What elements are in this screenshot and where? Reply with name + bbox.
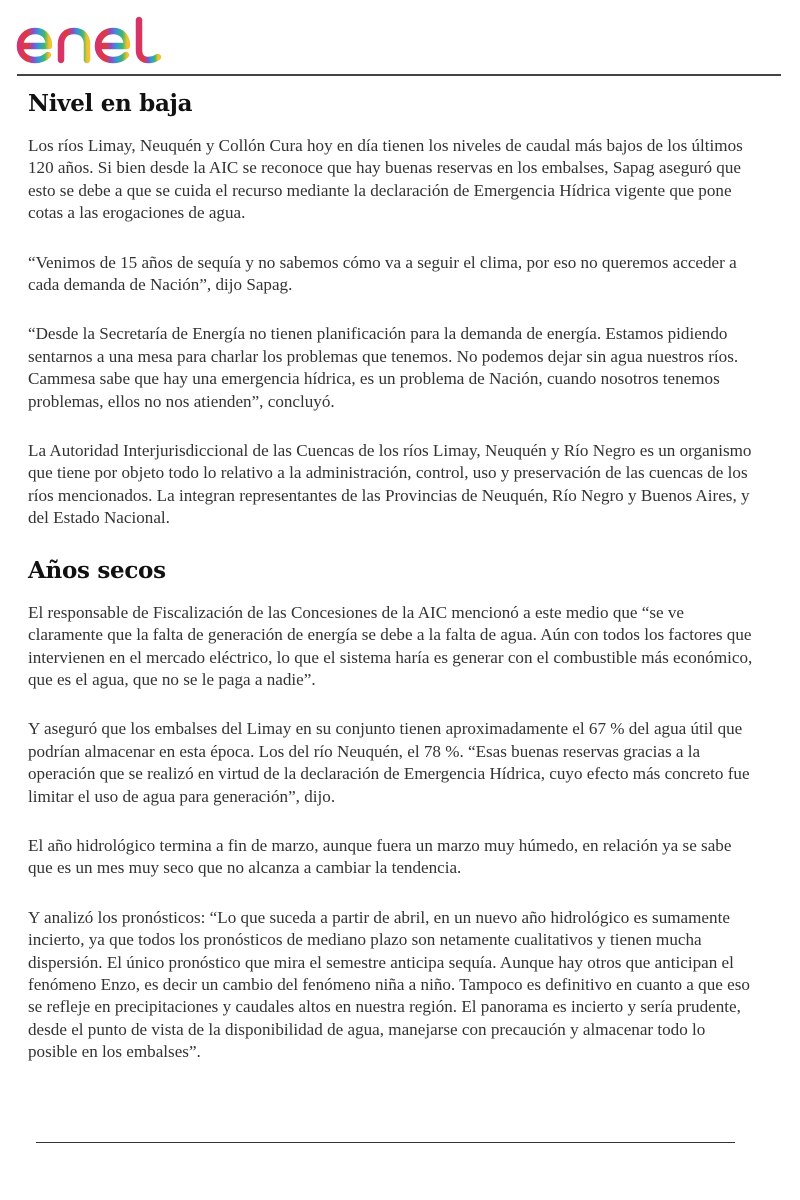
- paragraph: Y analizó los pronósticos: “Lo que suceda a partir de abril, en un nuevo año hidrológico es sumamente incierto, ya que todos los pronósticos de mediano plazo son netamente cualitativos y tienen mucha dispersión. El único pronóstico que mira el semestre anticipa sequía. Aunque hay otros que anticipan el fenómeno Enzo, es decir un cambio del fenómeno niña a niño. Tampoco es definitivo en cuanto a que eso se refleje en precipitaciones y caudales altos en nuestra región. El panorama es incierto y sería prudente, desde el punto de vista de la disponibilidad de agua, manejarse con precaución y almacenar todo lo posible en los embalses”.: [28, 907, 750, 1062]
- paragraph: “Desde la Secretaría de Energía no tienen planificación para la demanda de energía. Estamos pidiendo sentarnos a una mesa para charlar los problemas que tenemos. No podemos dejar sin agua nuestros ríos. Cammesa sabe que hay una emergencia hídrica, es un problema de Nación, cuando nosotros tenemos problemas, ellos no nos atienden”, concluyó.: [28, 324, 739, 411]
- footer-divider: [36, 1142, 735, 1143]
- section-heading: Años secos: [28, 556, 166, 584]
- article-body: [28, 90, 758, 1091]
- page-header: [0, 0, 800, 76]
- paragraph: Los ríos Limay, Neuquén y Collón Cura hoy en día tienen los niveles de caudal más bajos de los últimos 120 años. Si bien desde la AIC se reconoce que hay buenas reservas en los embalses, Sapag aseguró que esto se debe a que se cuida el recurso mediante la declaración de Emergencia Hídrica vigente que pone cotas a las erogaciones de agua.: [28, 136, 743, 223]
- paragraph: El año hidrológico termina a fin de marzo, aunque fuera un marzo muy húmedo, en relación ya se sabe que es un mes muy seco que no alcanza a cambiar la tendencia.: [28, 835, 732, 878]
- section-heading: Nivel en baja: [28, 90, 193, 117]
- header-divider: [17, 74, 781, 76]
- paragraph: El responsable de Fiscalización de las Concesiones de la AIC mencionó a este medio que “se ve claramente que la falta de generación de energía se debe a la falta de agua. Aún con todos los factores que intervienen en el mercado eléctrico, lo que el sistema haría es generar con el combustible más económico, que es el agua, que no se le paga a nadie”.: [28, 602, 753, 689]
- paragraph: “Venimos de 15 años de sequía y no sabemos cómo va a seguir el clima, por eso no queremos acceder a cada demanda de Nación”, dijo Sapag.: [28, 252, 737, 295]
- paragraph: Y aseguró que los embalses del Limay en su conjunto tienen aproximadamente el 67 % del agua útil que podrían almacenar en esta época. Los del río Neuquén, el 78 %. “Esas buenas reservas gracias a la operación que se realizó en virtud de la declaración de Emergencia Hídrica, cuyo efecto más concreto fue limitar el uso de agua para generación”, dijo.: [28, 719, 750, 806]
- paragraph: La Autoridad Interjurisdiccional de las Cuencas de los ríos Limay, Neuquén y Río Negro es un organismo que tiene por objeto todo lo relativo a la administración, control, uso y preservación de las cuencas de los ríos mencionados. La integran representantes de las Provincias de Neuquén, Río Negro y Buenos Aires, y del Estado Nacional.: [28, 441, 752, 528]
- enel-logo[interactable]: [16, 14, 170, 66]
